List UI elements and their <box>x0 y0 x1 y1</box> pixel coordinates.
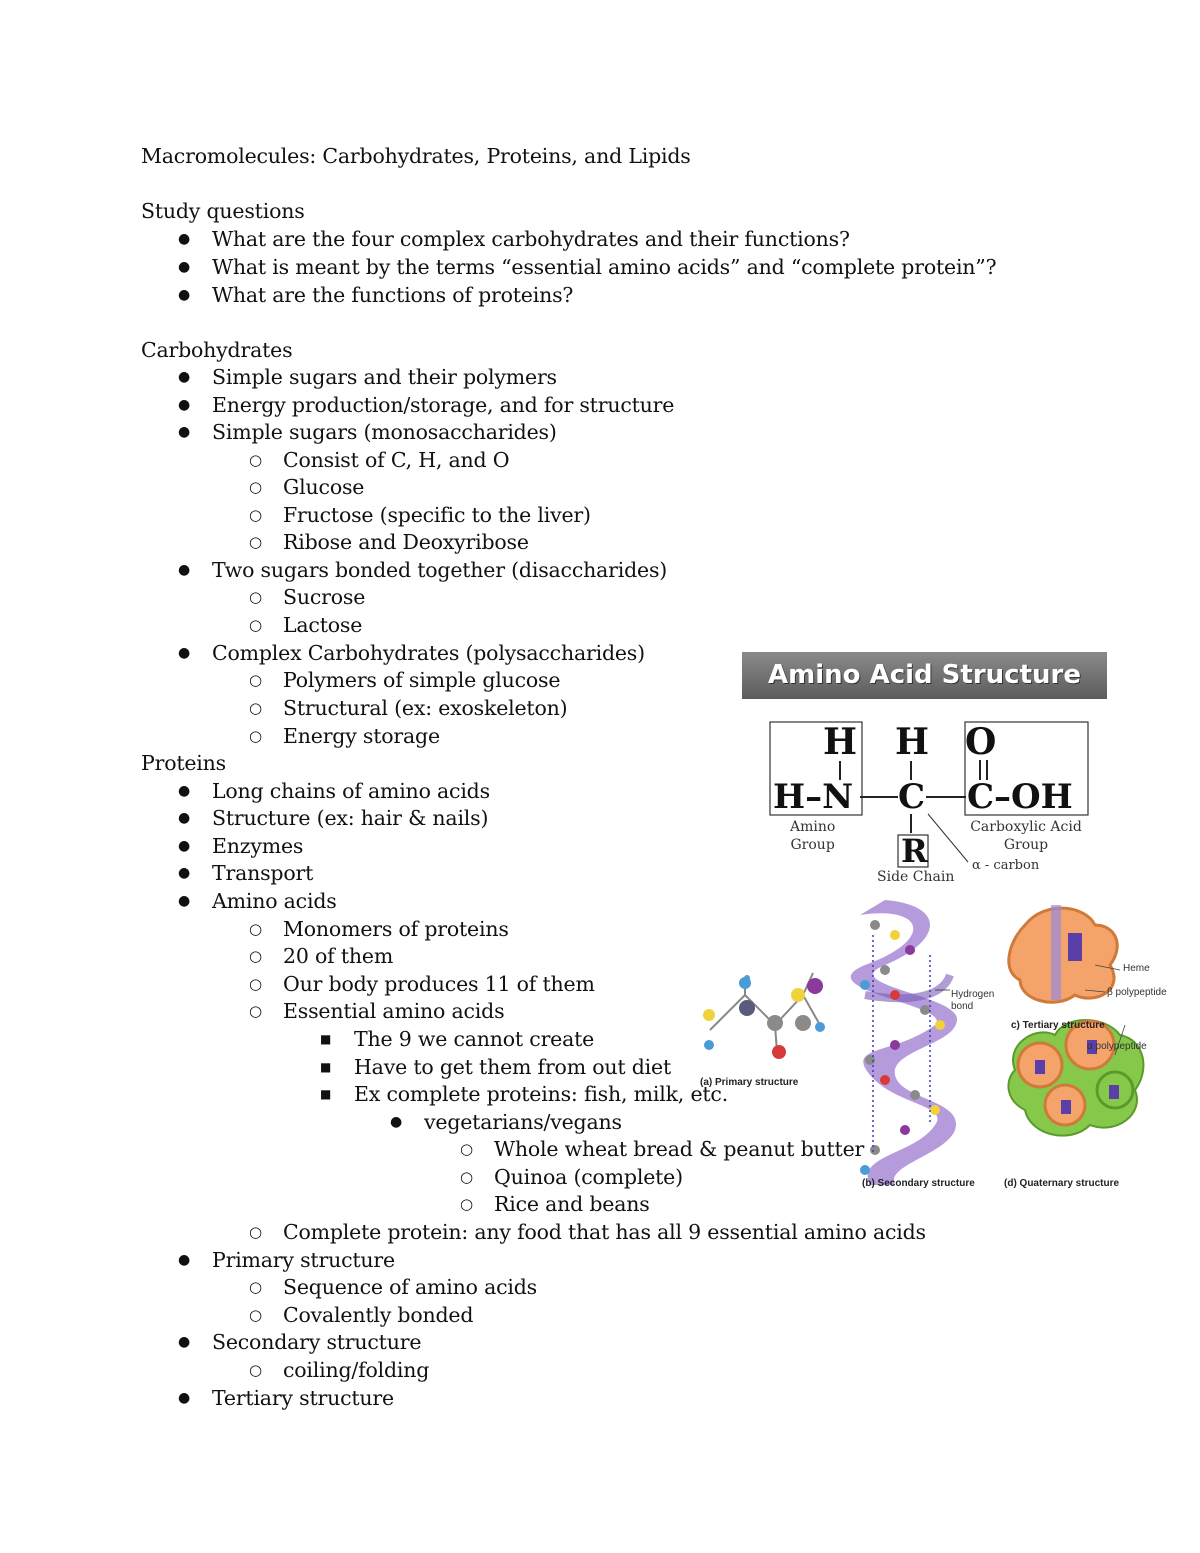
list-item: Covalently bonded <box>283 1303 474 1327</box>
circle-bullet-icon <box>249 448 262 473</box>
side-chain-label: Side Chain <box>877 869 955 885</box>
circle-bullet-icon <box>249 1303 262 1328</box>
study-question: What are the four complex carbohydrates and their functions? <box>212 227 850 251</box>
bullet-icon <box>178 779 190 803</box>
r-group-label: R <box>901 832 928 870</box>
list-item: Energy storage <box>283 724 440 748</box>
bullet-icon <box>178 1386 190 1410</box>
list-item: Sequence of amino acids <box>283 1275 537 1299</box>
quaternary-structure-blob <box>1008 1020 1143 1136</box>
circle-bullet-icon <box>460 1137 473 1162</box>
list-item: Structure (ex: hair & nails) <box>212 806 489 830</box>
heme-label: Heme <box>1123 963 1150 974</box>
bullet-icon <box>178 255 190 279</box>
circle-bullet-icon <box>249 613 262 638</box>
proteins-heading: Proteins <box>141 751 226 775</box>
tertiary-structure-blob <box>1009 905 1120 1002</box>
bullet-icon <box>178 1248 190 1272</box>
amino-group-label: Amino Group <box>790 819 836 853</box>
study-questions-heading: Study questions <box>141 199 305 223</box>
bullet-icon <box>178 806 190 830</box>
list-item: Consist of C, H, and O <box>283 448 510 472</box>
hydrogen-bond-label: Hydrogen bond <box>951 989 995 1012</box>
list-item: The 9 we cannot create <box>354 1027 595 1051</box>
list-item: Have to get them from out diet <box>354 1055 671 1079</box>
circle-bullet-icon <box>249 1275 262 1300</box>
bullet-icon <box>178 365 190 389</box>
carboxyl-label: C–OH <box>967 777 1073 817</box>
oxygen-atom-label: O <box>965 721 997 763</box>
amino-acid-banner: Amino Acid Structure <box>742 652 1107 699</box>
list-item: vegetarians/vegans <box>424 1110 622 1134</box>
square-bullet-icon <box>320 1055 331 1079</box>
hydrogen-atom-label: H <box>823 721 858 763</box>
circle-bullet-icon <box>249 530 262 555</box>
list-item: Fructose (specific to the liver) <box>283 503 591 527</box>
circle-bullet-icon <box>249 724 262 749</box>
list-item: Transport <box>212 861 314 885</box>
list-item: Simple sugars (monosaccharides) <box>212 420 557 444</box>
list-item: Rice and beans <box>494 1192 650 1216</box>
list-item: Ex complete proteins: fish, milk, etc. <box>354 1082 729 1106</box>
carboxylic-group-label: Carboxylic Acid Group <box>970 819 1082 853</box>
alpha-helix <box>851 900 957 1185</box>
bullet-icon <box>178 558 190 582</box>
circle-bullet-icon <box>249 475 262 500</box>
list-item: Monomers of proteins <box>283 917 509 941</box>
secondary-structure-caption: (b) Secondary structure <box>862 1178 975 1189</box>
bullet-icon <box>178 227 190 251</box>
list-item: Simple sugars and their polymers <box>212 365 557 389</box>
list-item: Tertiary structure <box>212 1386 394 1410</box>
list-item: Long chains of amino acids <box>212 779 490 803</box>
pointer-line <box>928 814 968 862</box>
list-item: Complete protein: any food that has all 9 essential amino acids <box>283 1220 926 1244</box>
list-item: Sucrose <box>283 585 366 609</box>
alpha-carbon-label: α - carbon <box>972 858 1040 873</box>
circle-bullet-icon <box>249 999 262 1024</box>
circle-bullet-icon <box>249 944 262 969</box>
list-item: Enzymes <box>212 834 304 858</box>
list-item: Ribose and Deoxyribose <box>283 530 529 554</box>
square-bullet-icon <box>320 1082 331 1106</box>
study-question: What are the functions of proteins? <box>212 283 574 307</box>
bullet-icon <box>178 283 190 307</box>
bullet-icon <box>178 861 190 885</box>
list-item: Structural (ex: exoskeleton) <box>283 696 568 720</box>
circle-bullet-icon <box>249 917 262 942</box>
circle-bullet-icon <box>460 1192 473 1217</box>
circle-bullet-icon <box>249 1220 262 1245</box>
amine-label: H–N <box>773 777 854 817</box>
circle-bullet-icon <box>249 503 262 528</box>
list-item: Primary structure <box>212 1248 395 1272</box>
primary-structure-molecule <box>703 973 825 1059</box>
circle-bullet-icon <box>249 972 262 997</box>
list-item: Two sugars bonded together (disaccharides) <box>212 558 668 582</box>
list-item: Secondary structure <box>212 1330 422 1354</box>
circle-bullet-icon <box>460 1165 473 1190</box>
list-item: Lactose <box>283 613 363 637</box>
quaternary-structure-caption: (d) Quaternary structure <box>1004 1178 1120 1189</box>
carbohydrates-heading: Carbohydrates <box>141 338 293 362</box>
hydrogen-atom-label: H <box>895 721 930 763</box>
list-item: Glucose <box>283 475 365 499</box>
circle-bullet-icon <box>249 1358 262 1383</box>
list-item: Essential amino acids <box>283 999 505 1023</box>
circle-bullet-icon <box>249 668 262 693</box>
study-question: What is meant by the terms “essential amino acids” and “complete protein”? <box>212 255 997 279</box>
list-item: Quinoa (complete) <box>494 1165 683 1189</box>
list-item: Complex Carbohydrates (polysaccharides) <box>212 641 645 665</box>
list-item: Whole wheat bread & peanut butter <box>494 1137 865 1161</box>
alpha-polypeptide-label: α polypeptide <box>1087 1041 1147 1052</box>
document-title: Macromolecules: Carbohydrates, Proteins, and Lipids <box>141 144 691 168</box>
bullet-icon <box>178 834 190 858</box>
list-item: Our body produces 11 of them <box>283 972 595 996</box>
list-item: Polymers of simple glucose <box>283 668 561 692</box>
list-item: Amino acids <box>212 889 337 913</box>
bullet-icon <box>178 393 190 417</box>
circle-bullet-icon <box>249 585 262 610</box>
beta-polypeptide-label: β polypeptide <box>1107 987 1167 998</box>
alpha-carbon-atom-label: C <box>898 777 926 817</box>
bullet-icon <box>178 420 190 444</box>
tertiary-structure-caption: c) Tertiary structure <box>1011 1020 1105 1031</box>
square-bullet-icon <box>320 1027 331 1051</box>
list-item: Energy production/storage, and for structure <box>212 393 675 417</box>
list-item: coiling/folding <box>283 1358 430 1382</box>
bullet-icon <box>178 889 190 913</box>
bullet-icon <box>178 641 190 665</box>
list-item: 20 of them <box>283 944 394 968</box>
bullet-icon <box>390 1110 402 1134</box>
circle-bullet-icon <box>249 696 262 721</box>
bullet-icon <box>178 1330 190 1354</box>
primary-structure-caption: (a) Primary structure <box>700 1077 799 1088</box>
